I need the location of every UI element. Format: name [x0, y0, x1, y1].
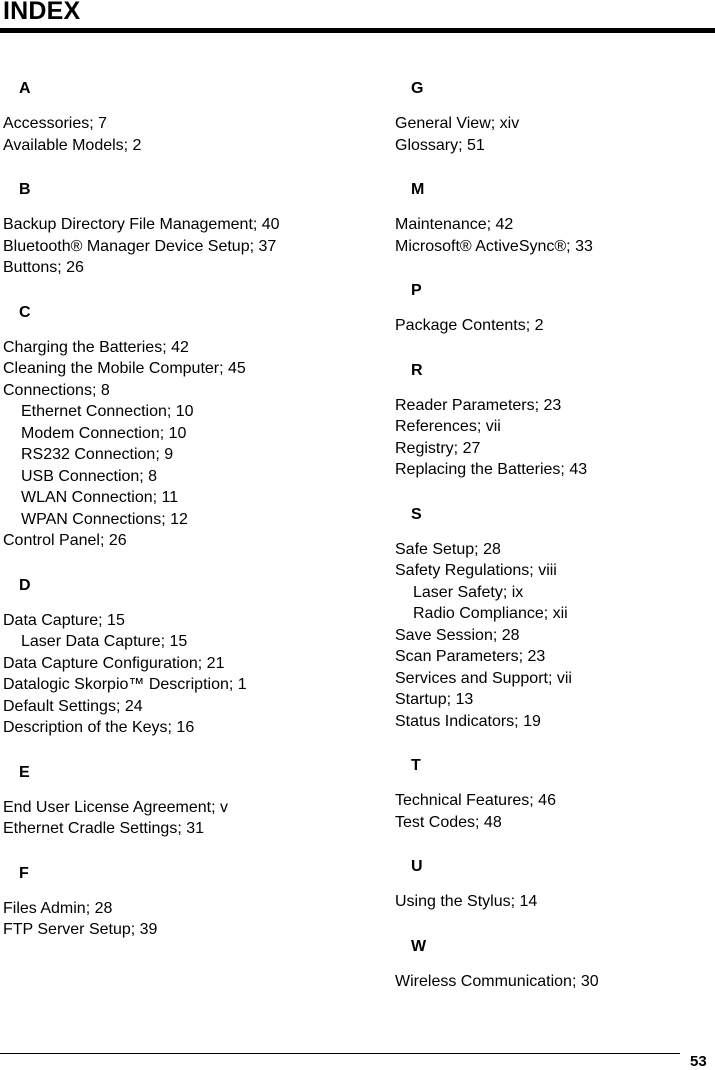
- index-entry[interactable]: Technical Features; 46: [395, 792, 556, 809]
- section-letter: G: [411, 80, 424, 97]
- index-entry[interactable]: Charging the Batteries; 42: [3, 338, 189, 356]
- index-entry[interactable]: Save Session; 28: [395, 626, 520, 644]
- section-letter: D: [19, 576, 31, 594]
- index-entry[interactable]: Glossary; 51: [395, 136, 485, 154]
- section-letter: A: [19, 80, 31, 97]
- index-entry[interactable]: Data Capture Configuration; 21: [3, 654, 225, 672]
- index-section-g: [395, 78, 713, 156]
- index-section-e: [3, 762, 343, 840]
- title-divider: [0, 28, 715, 33]
- section-letter: P: [411, 282, 422, 299]
- index-entry[interactable]: Datalogic Skorpio™ Description; 1: [3, 676, 247, 693]
- index-entry[interactable]: Connections; 8: [3, 381, 110, 399]
- index-entry[interactable]: Description of the Keys; 16: [3, 719, 195, 736]
- section-letter: R: [411, 361, 423, 379]
- index-subentry[interactable]: Modem Connection; 10: [21, 424, 187, 442]
- index-entry[interactable]: References; vii: [395, 418, 501, 435]
- index-entry[interactable]: Maintenance; 42: [395, 216, 514, 233]
- index-section-f: [3, 863, 343, 941]
- index-entry[interactable]: Accessories; 7: [3, 115, 108, 132]
- section-letter: M: [411, 181, 425, 198]
- section-letter: F: [19, 864, 29, 882]
- index-entry[interactable]: Files Admin; 28: [3, 899, 113, 917]
- section-letter: B: [19, 181, 31, 198]
- index-section-r: [395, 360, 713, 481]
- index-section-b: [3, 179, 343, 279]
- index-entry[interactable]: Services and Support; vii: [395, 669, 572, 687]
- index-subentry[interactable]: Laser Data Capture; 15: [21, 633, 188, 650]
- index-section-d: [3, 575, 343, 739]
- index-subentry[interactable]: RS232 Connection; 9: [21, 446, 174, 463]
- index-section-t: [395, 755, 713, 833]
- index-entry[interactable]: FTP Server Setup; 39: [3, 921, 158, 938]
- index-subentry[interactable]: WPAN Connections; 12: [21, 510, 188, 528]
- index-subentry[interactable]: Radio Compliance; xii: [413, 605, 568, 622]
- index-section-a: [3, 78, 343, 156]
- index-entry[interactable]: Replacing the Batteries; 43: [395, 461, 588, 478]
- page-number: 53: [690, 1053, 707, 1070]
- index-entry[interactable]: Startup; 13: [395, 691, 474, 708]
- index-entry[interactable]: Safety Regulations; viii: [395, 562, 557, 579]
- index-section-u: [395, 856, 713, 913]
- section-letter: E: [19, 763, 30, 781]
- index-entry[interactable]: Safe Setup; 28: [395, 540, 501, 558]
- index-entry[interactable]: Status Indicators; 19: [395, 712, 541, 730]
- index-entry[interactable]: Buttons; 26: [3, 259, 84, 276]
- page-title: INDEX: [3, 0, 81, 25]
- section-letter: C: [19, 303, 31, 321]
- index-subentry[interactable]: Laser Safety; ix: [413, 583, 524, 601]
- index-entry[interactable]: Data Capture; 15: [3, 611, 125, 629]
- index-entry[interactable]: Microsoft® ActiveSync®; 33: [395, 237, 593, 255]
- index-subentry[interactable]: Ethernet Connection; 10: [21, 403, 194, 420]
- index-section-m: [395, 179, 713, 257]
- index-entry[interactable]: Cleaning the Mobile Computer; 45: [3, 360, 246, 377]
- section-letter: T: [411, 757, 421, 774]
- index-entry[interactable]: Scan Parameters; 23: [395, 648, 546, 665]
- index-entry[interactable]: Test Codes; 48: [395, 813, 502, 831]
- index-entry[interactable]: Bluetooth® Manager Device Setup; 37: [3, 237, 277, 255]
- section-letter: S: [411, 505, 422, 523]
- index-entry[interactable]: Reader Parameters; 23: [395, 396, 562, 414]
- index-entry[interactable]: Control Panel; 26: [3, 532, 127, 549]
- index-entry[interactable]: Package Contents; 2: [395, 317, 544, 334]
- index-subentry[interactable]: USB Connection; 8: [21, 467, 158, 485]
- footer-divider: [0, 1053, 680, 1054]
- index-entry[interactable]: Wireless Communication; 30: [395, 972, 599, 990]
- section-letter: U: [411, 858, 423, 875]
- index-entry[interactable]: Default Settings; 24: [3, 697, 143, 715]
- index-section-s: [395, 504, 713, 733]
- index-entry[interactable]: Using the Stylus; 14: [395, 893, 538, 910]
- index-column-right: [395, 78, 713, 1015]
- index-column-left: [3, 78, 343, 964]
- index-entry[interactable]: End User License Agreement; v: [3, 798, 229, 816]
- index-section-p: [395, 280, 713, 337]
- index-section-c: [3, 302, 343, 552]
- index-subentry[interactable]: WLAN Connection; 11: [21, 489, 179, 506]
- index-entry[interactable]: General View; xiv: [395, 115, 520, 132]
- index-section-w: [395, 936, 713, 993]
- index-entry[interactable]: Backup Directory File Management; 40: [3, 216, 280, 233]
- index-entry[interactable]: Registry; 27: [395, 439, 481, 457]
- index-entry[interactable]: Available Models; 2: [3, 136, 142, 154]
- section-letter: W: [411, 937, 427, 955]
- index-entry[interactable]: Ethernet Cradle Settings; 31: [3, 820, 205, 837]
